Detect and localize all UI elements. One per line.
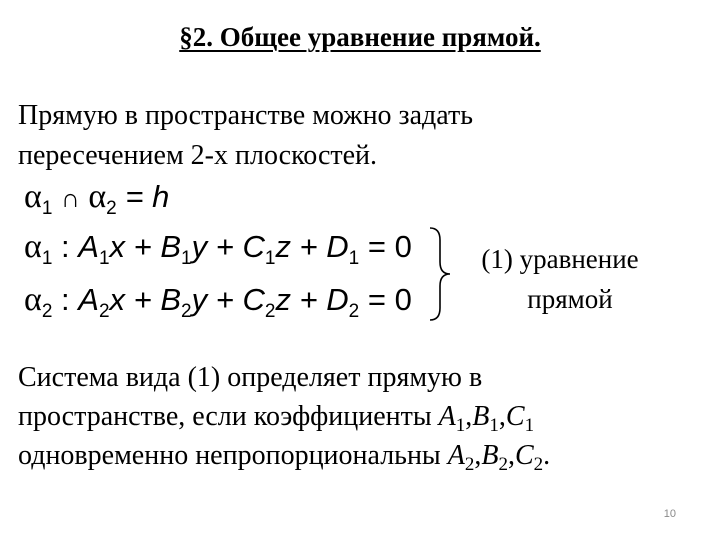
intersection-formula: $\alpha_1$ ∩ $\alpha_2 = h$: [24, 178, 170, 219]
alpha-symbol: α: [88, 178, 107, 215]
page-number: 10: [663, 508, 676, 520]
conclusion-line-1: Система вида (1) определяет прямую в: [18, 362, 483, 393]
system-note-line-2: прямой: [527, 284, 613, 314]
conclusion-line-2: пространстве, если коэффициенты $A_1,B_1,C_1$: [18, 401, 535, 436]
conclusion-line-3: одновременно непропорциональны $A_2,B_2,C_2$.: [18, 440, 551, 475]
plane-1-equation: $\alpha_1$ : $A_1x + B_1y + C_1z + D_1 = 0$: [24, 228, 412, 269]
intro-line-2: пересечением 2-х плоскостей.: [18, 140, 378, 171]
system-note-line-1: (1) уравнение: [481, 244, 639, 274]
slide-title: §2. Общее уравнение прямой.: [179, 22, 541, 52]
intersection-symbol: ∩: [61, 183, 80, 213]
plane-2-equation: $\alpha_2$ : $A_2x + B_2y + C_2z + D_2 = 0$: [24, 281, 412, 322]
alpha-symbol: α: [24, 178, 42, 215]
intro-line-1: Прямую в пространстве можно задать: [18, 100, 473, 131]
system-brace: [426, 226, 456, 322]
